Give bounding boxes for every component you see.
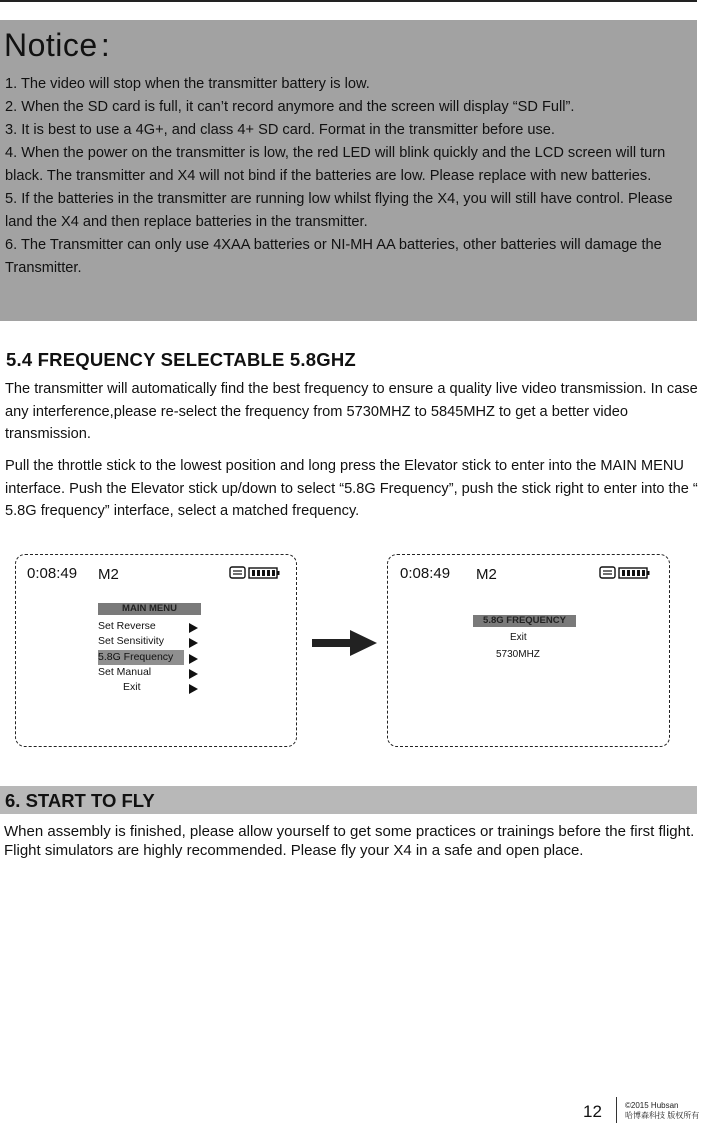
main-menu-title: MAIN MENU — [98, 603, 201, 615]
main-menu-screen — [15, 554, 297, 747]
screen-mode: M2 — [476, 566, 497, 583]
chevron-right-icon — [189, 684, 198, 694]
sd-card-and-battery-icon — [599, 565, 651, 581]
sd-card-and-battery-icon — [229, 565, 281, 581]
copyright — [625, 1101, 699, 1121]
frequency-screen — [387, 554, 670, 747]
notice-item-1: 1. The video will stop when the transmitter battery is low. — [5, 76, 370, 92]
screen-time: 0:08:49 — [27, 565, 78, 582]
notice-item-5: 5. If the batteries in the transmitter are running low whilst flying the X4, you will still have control. Please land the X4 and then replace batteries in the transmitter. — [5, 191, 673, 230]
footer-divider — [616, 1097, 617, 1123]
status-icons — [229, 565, 281, 586]
section-5-4-paragraph-2: Pull the throttle stick to the lowest position and long press the Elevator stick to enter into the MAIN MENU interface. Push the Elevator stick up/down to select “5.8G Frequency”, push the stick right to enter into the “ 5.8G frequency” interface, select a matched frequency. — [5, 458, 698, 519]
notice-title: Notice : — [4, 27, 111, 63]
menu-item-set-reverse[interactable]: Set Reverse — [98, 620, 156, 632]
menu-item-set-manual[interactable]: Set Manual — [98, 666, 152, 678]
notice-list — [5, 73, 693, 280]
notice-item-6: 6. The Transmitter can only use 4XAA batteries or NI-MH AA batteries, other batteries will damage the Transmitter. — [5, 237, 662, 276]
frequency-menu-title: 5.8G FREQUENCY — [473, 615, 576, 627]
arrow-right-icon — [312, 629, 378, 657]
screen-time: 0:08:49 — [400, 565, 451, 582]
notice-item-3: 3. It is best to use a 4G+, and class 4+ SD card. Format in the transmitter before use. — [5, 122, 555, 138]
screen-mode: M2 — [98, 566, 119, 583]
chevron-right-icon — [189, 623, 198, 633]
status-icons — [599, 565, 651, 586]
chevron-right-icon — [189, 654, 198, 664]
chevron-right-icon — [189, 638, 198, 648]
section-5-4-paragraph-1: The transmitter will automatically find the best frequency to ensure a quality live video transmission. In case any interference,please re-select the frequency from 5730MHZ to 5845MHZ to get a better video transmission. — [5, 381, 698, 442]
top-rule — [0, 0, 697, 2]
chevron-right-icon — [189, 669, 198, 679]
section-5-4-title: 5.4 FREQUENCY SELECTABLE 5.8GHZ — [6, 349, 356, 370]
menu-item-set-sensitivity[interactable]: Set Sensitivity — [98, 635, 164, 647]
notice-item-4: 4. When the power on the transmitter is low, the red LED will blink quickly and the LCD screen will turn black. The transmitter and X4 will not bind if the batteries are low. Please replace with new batteries. — [5, 145, 666, 184]
section-6-title: 6. START TO FLY — [5, 790, 155, 811]
frequency-exit[interactable]: Exit — [510, 632, 527, 643]
page-number: 12 — [583, 1102, 602, 1121]
section-6-paragraph: When assembly is finished, please allow yourself to get some practices or trainings before the first flight. Flight simulators are highly recommended. Please fly your X4 in a safe and open place. — [4, 823, 695, 859]
frequency-value[interactable]: 5730MHZ — [496, 649, 540, 660]
copyright-line: ©2015 Hubsan — [625, 1101, 679, 1110]
menu-item-exit[interactable]: Exit — [123, 681, 141, 693]
rights-line: 哈博森科技 版权所有 — [625, 1111, 700, 1120]
menu-item-5-8g-frequency[interactable]: 5.8G Frequency — [98, 650, 184, 665]
notice-item-2: 2. When the SD card is full, it can’t record anymore and the screen will display “SD Full”. — [5, 99, 575, 115]
